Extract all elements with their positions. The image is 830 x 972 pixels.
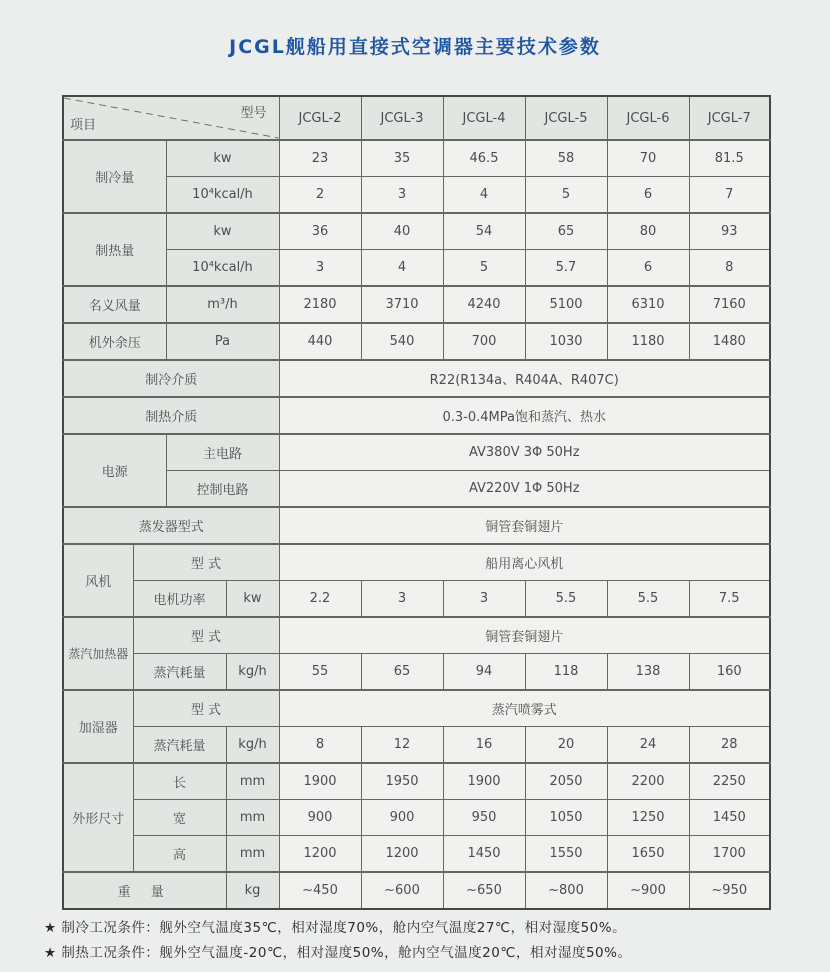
value-cell: 46.5	[443, 140, 525, 177]
row-label-airflow: 名义风量	[63, 286, 166, 323]
sub-label-steam-consumption: 蒸汽耗量	[133, 654, 226, 691]
unit-cooling-kw: kw	[166, 140, 279, 177]
value-cell: 65	[361, 654, 443, 691]
sub-label-control-circuit: 控制电路	[166, 471, 279, 508]
value-cell: 3710	[361, 286, 443, 323]
value-cell: 40	[361, 213, 443, 250]
header-row	[63, 96, 770, 140]
value-cell: 35	[361, 140, 443, 177]
value-cell: 55	[279, 654, 361, 691]
row-label-weight: 重 量	[63, 872, 226, 909]
value-cell: 1450	[689, 800, 770, 836]
row-label-cooling: 制冷量	[63, 140, 166, 213]
corner-cell	[63, 96, 279, 140]
value-cell: 6	[607, 250, 689, 287]
value-cell: 1550	[525, 836, 607, 873]
value-cell: 93	[689, 213, 770, 250]
value-cell: 900	[279, 800, 361, 836]
model-header: JCGL-7	[689, 96, 770, 140]
value-cell: 58	[525, 140, 607, 177]
model-header: JCGL-5	[525, 96, 607, 140]
value-cell: 81.5	[689, 140, 770, 177]
value-cell: ~650	[443, 872, 525, 909]
dimension-height-row	[63, 836, 770, 873]
value-cell: 8	[279, 727, 361, 764]
value-cell: 6310	[607, 286, 689, 323]
row-label-humidifier: 加湿器	[63, 690, 133, 763]
row-label-dimensions: 外形尺寸	[63, 763, 133, 872]
value-cell: 7	[689, 177, 770, 214]
spec-table	[62, 95, 771, 910]
unit-heating-kcal: 10⁴kcal/h	[166, 250, 279, 287]
page-title: JCGL舰船用直接式空调器主要技术参数	[229, 36, 601, 58]
value-cell-steam-heater-type: 铜管套铜翅片	[279, 617, 770, 654]
row-label-power: 电源	[63, 434, 166, 507]
row-label-heat-medium: 制热介质	[63, 397, 279, 434]
value-cell: 700	[443, 323, 525, 360]
evaporator-row	[63, 507, 770, 544]
unit-steam-consumption: kg/h	[226, 654, 279, 691]
row-label-fan: 风机	[63, 544, 133, 617]
unit-height: mm	[226, 836, 279, 873]
power-main-row	[63, 434, 770, 471]
value-cell: 5100	[525, 286, 607, 323]
value-cell: 36	[279, 213, 361, 250]
corner-model-label: 型号	[240, 106, 267, 121]
value-cell: 4240	[443, 286, 525, 323]
value-cell: 6	[607, 177, 689, 214]
value-cell: 7.5	[689, 581, 770, 618]
value-cell: 2250	[689, 763, 770, 800]
value-cell: 5	[525, 177, 607, 214]
value-cell-humidifier-type: 蒸汽喷雾式	[279, 690, 770, 727]
corner-item-label: 项目	[70, 118, 97, 133]
value-cell: 12	[361, 727, 443, 764]
value-cell: ~450	[279, 872, 361, 909]
cooling-kcal-row	[63, 177, 770, 214]
sub-label-humidifier-consumption: 蒸汽耗量	[133, 727, 226, 764]
value-cell: 7160	[689, 286, 770, 323]
value-cell-control-circuit: AV220V 1Φ 50Hz	[279, 471, 770, 508]
value-cell: 20	[525, 727, 607, 764]
value-cell: 28	[689, 727, 770, 764]
power-control-row	[63, 471, 770, 508]
value-cell: 3	[443, 581, 525, 618]
note-heating-condition: ★ 制热工况条件：舰外空气温度-20℃，相对湿度50%，舱内空气温度20℃，相对湿度50%。	[44, 945, 632, 961]
value-cell-fan-type: 船用离心风机	[279, 544, 770, 581]
humidifier-consumption-row	[63, 727, 770, 764]
sub-label-fan-type: 型 式	[133, 544, 279, 581]
value-cell: 23	[279, 140, 361, 177]
unit-cooling-kcal: 10⁴kcal/h	[166, 177, 279, 214]
footnotes	[44, 916, 631, 966]
model-header: JCGL-2	[279, 96, 361, 140]
sub-label-height: 高	[133, 836, 226, 873]
value-cell: 70	[607, 140, 689, 177]
heating-kcal-row	[63, 250, 770, 287]
steam-heater-type-row	[63, 617, 770, 654]
humidifier-type-row	[63, 690, 770, 727]
airflow-row	[63, 286, 770, 323]
value-cell: 94	[443, 654, 525, 691]
value-cell: 440	[279, 323, 361, 360]
value-cell: 540	[361, 323, 443, 360]
sub-label-steam-heater-type: 型 式	[133, 617, 279, 654]
value-cell: 1250	[607, 800, 689, 836]
dimension-length-row	[63, 763, 770, 800]
unit-width: mm	[226, 800, 279, 836]
value-cell: 5	[443, 250, 525, 287]
row-label-heating: 制热量	[63, 213, 166, 286]
dimension-width-row	[63, 800, 770, 836]
value-cell: 8	[689, 250, 770, 287]
value-cell: 2	[279, 177, 361, 214]
value-cell: 5.5	[607, 581, 689, 618]
value-cell-heat-medium: 0.3-0.4MPa饱和蒸汽、热水	[279, 397, 770, 434]
value-cell: 4	[361, 250, 443, 287]
value-cell: 1200	[279, 836, 361, 873]
unit-weight: kg	[226, 872, 279, 909]
value-cell: ~900	[607, 872, 689, 909]
value-cell: 65	[525, 213, 607, 250]
value-cell: 5.5	[525, 581, 607, 618]
row-label-refrigerant: 制冷介质	[63, 360, 279, 397]
model-header: JCGL-3	[361, 96, 443, 140]
value-cell: 3	[361, 177, 443, 214]
sub-label-fan-power: 电机功率	[133, 581, 226, 618]
fan-type-row	[63, 544, 770, 581]
value-cell: 1650	[607, 836, 689, 873]
value-cell: 2050	[525, 763, 607, 800]
row-label-evaporator: 蒸发器型式	[63, 507, 279, 544]
value-cell: 16	[443, 727, 525, 764]
fan-power-row	[63, 581, 770, 618]
value-cell-refrigerant: R22(R134a、R404A、R407C)	[279, 360, 770, 397]
value-cell: 24	[607, 727, 689, 764]
value-cell-evaporator: 铜管套铜翅片	[279, 507, 770, 544]
unit-heating-kw: kw	[166, 213, 279, 250]
sub-label-humidifier-type: 型 式	[133, 690, 279, 727]
value-cell: 1900	[279, 763, 361, 800]
value-cell: 118	[525, 654, 607, 691]
value-cell: 4	[443, 177, 525, 214]
model-header: JCGL-6	[607, 96, 689, 140]
value-cell: 1480	[689, 323, 770, 360]
value-cell: 138	[607, 654, 689, 691]
unit-fan-power: kw	[226, 581, 279, 618]
steam-heater-consumption-row	[63, 654, 770, 691]
value-cell: ~600	[361, 872, 443, 909]
sub-label-main-circuit: 主电路	[166, 434, 279, 471]
unit-length: mm	[226, 763, 279, 800]
value-cell: 2200	[607, 763, 689, 800]
value-cell: 5.7	[525, 250, 607, 287]
sub-label-length: 长	[133, 763, 226, 800]
heating-kw-row	[63, 213, 770, 250]
sub-label-width: 宽	[133, 800, 226, 836]
value-cell: 160	[689, 654, 770, 691]
value-cell: 1900	[443, 763, 525, 800]
value-cell: 1200	[361, 836, 443, 873]
weight-row	[63, 872, 770, 909]
value-cell: 2180	[279, 286, 361, 323]
value-cell: 3	[361, 581, 443, 618]
value-cell: 1450	[443, 836, 525, 873]
value-cell: 80	[607, 213, 689, 250]
value-cell: 1180	[607, 323, 689, 360]
row-label-pressure: 机外余压	[63, 323, 166, 360]
model-header: JCGL-4	[443, 96, 525, 140]
value-cell: 3	[279, 250, 361, 287]
value-cell: 1030	[525, 323, 607, 360]
value-cell: 2.2	[279, 581, 361, 618]
unit-pressure: Pa	[166, 323, 279, 360]
value-cell: ~800	[525, 872, 607, 909]
cooling-kw-row	[63, 140, 770, 177]
unit-airflow: m³/h	[166, 286, 279, 323]
value-cell: 950	[443, 800, 525, 836]
heat-medium-row	[63, 397, 770, 434]
value-cell: 54	[443, 213, 525, 250]
value-cell: 900	[361, 800, 443, 836]
refrigerant-row	[63, 360, 770, 397]
note-cooling-condition: ★ 制冷工况条件：舰外空气温度35℃，相对湿度70%，舱内空气温度27℃，相对湿度50%。	[44, 920, 627, 936]
value-cell: 1950	[361, 763, 443, 800]
pressure-row	[63, 323, 770, 360]
value-cell: ~950	[689, 872, 770, 909]
value-cell: 1050	[525, 800, 607, 836]
unit-humidifier-consumption: kg/h	[226, 727, 279, 764]
value-cell-main-circuit: AV380V 3Φ 50Hz	[279, 434, 770, 471]
value-cell: 1700	[689, 836, 770, 873]
row-label-steam-heater: 蒸汽加热器	[63, 617, 133, 690]
